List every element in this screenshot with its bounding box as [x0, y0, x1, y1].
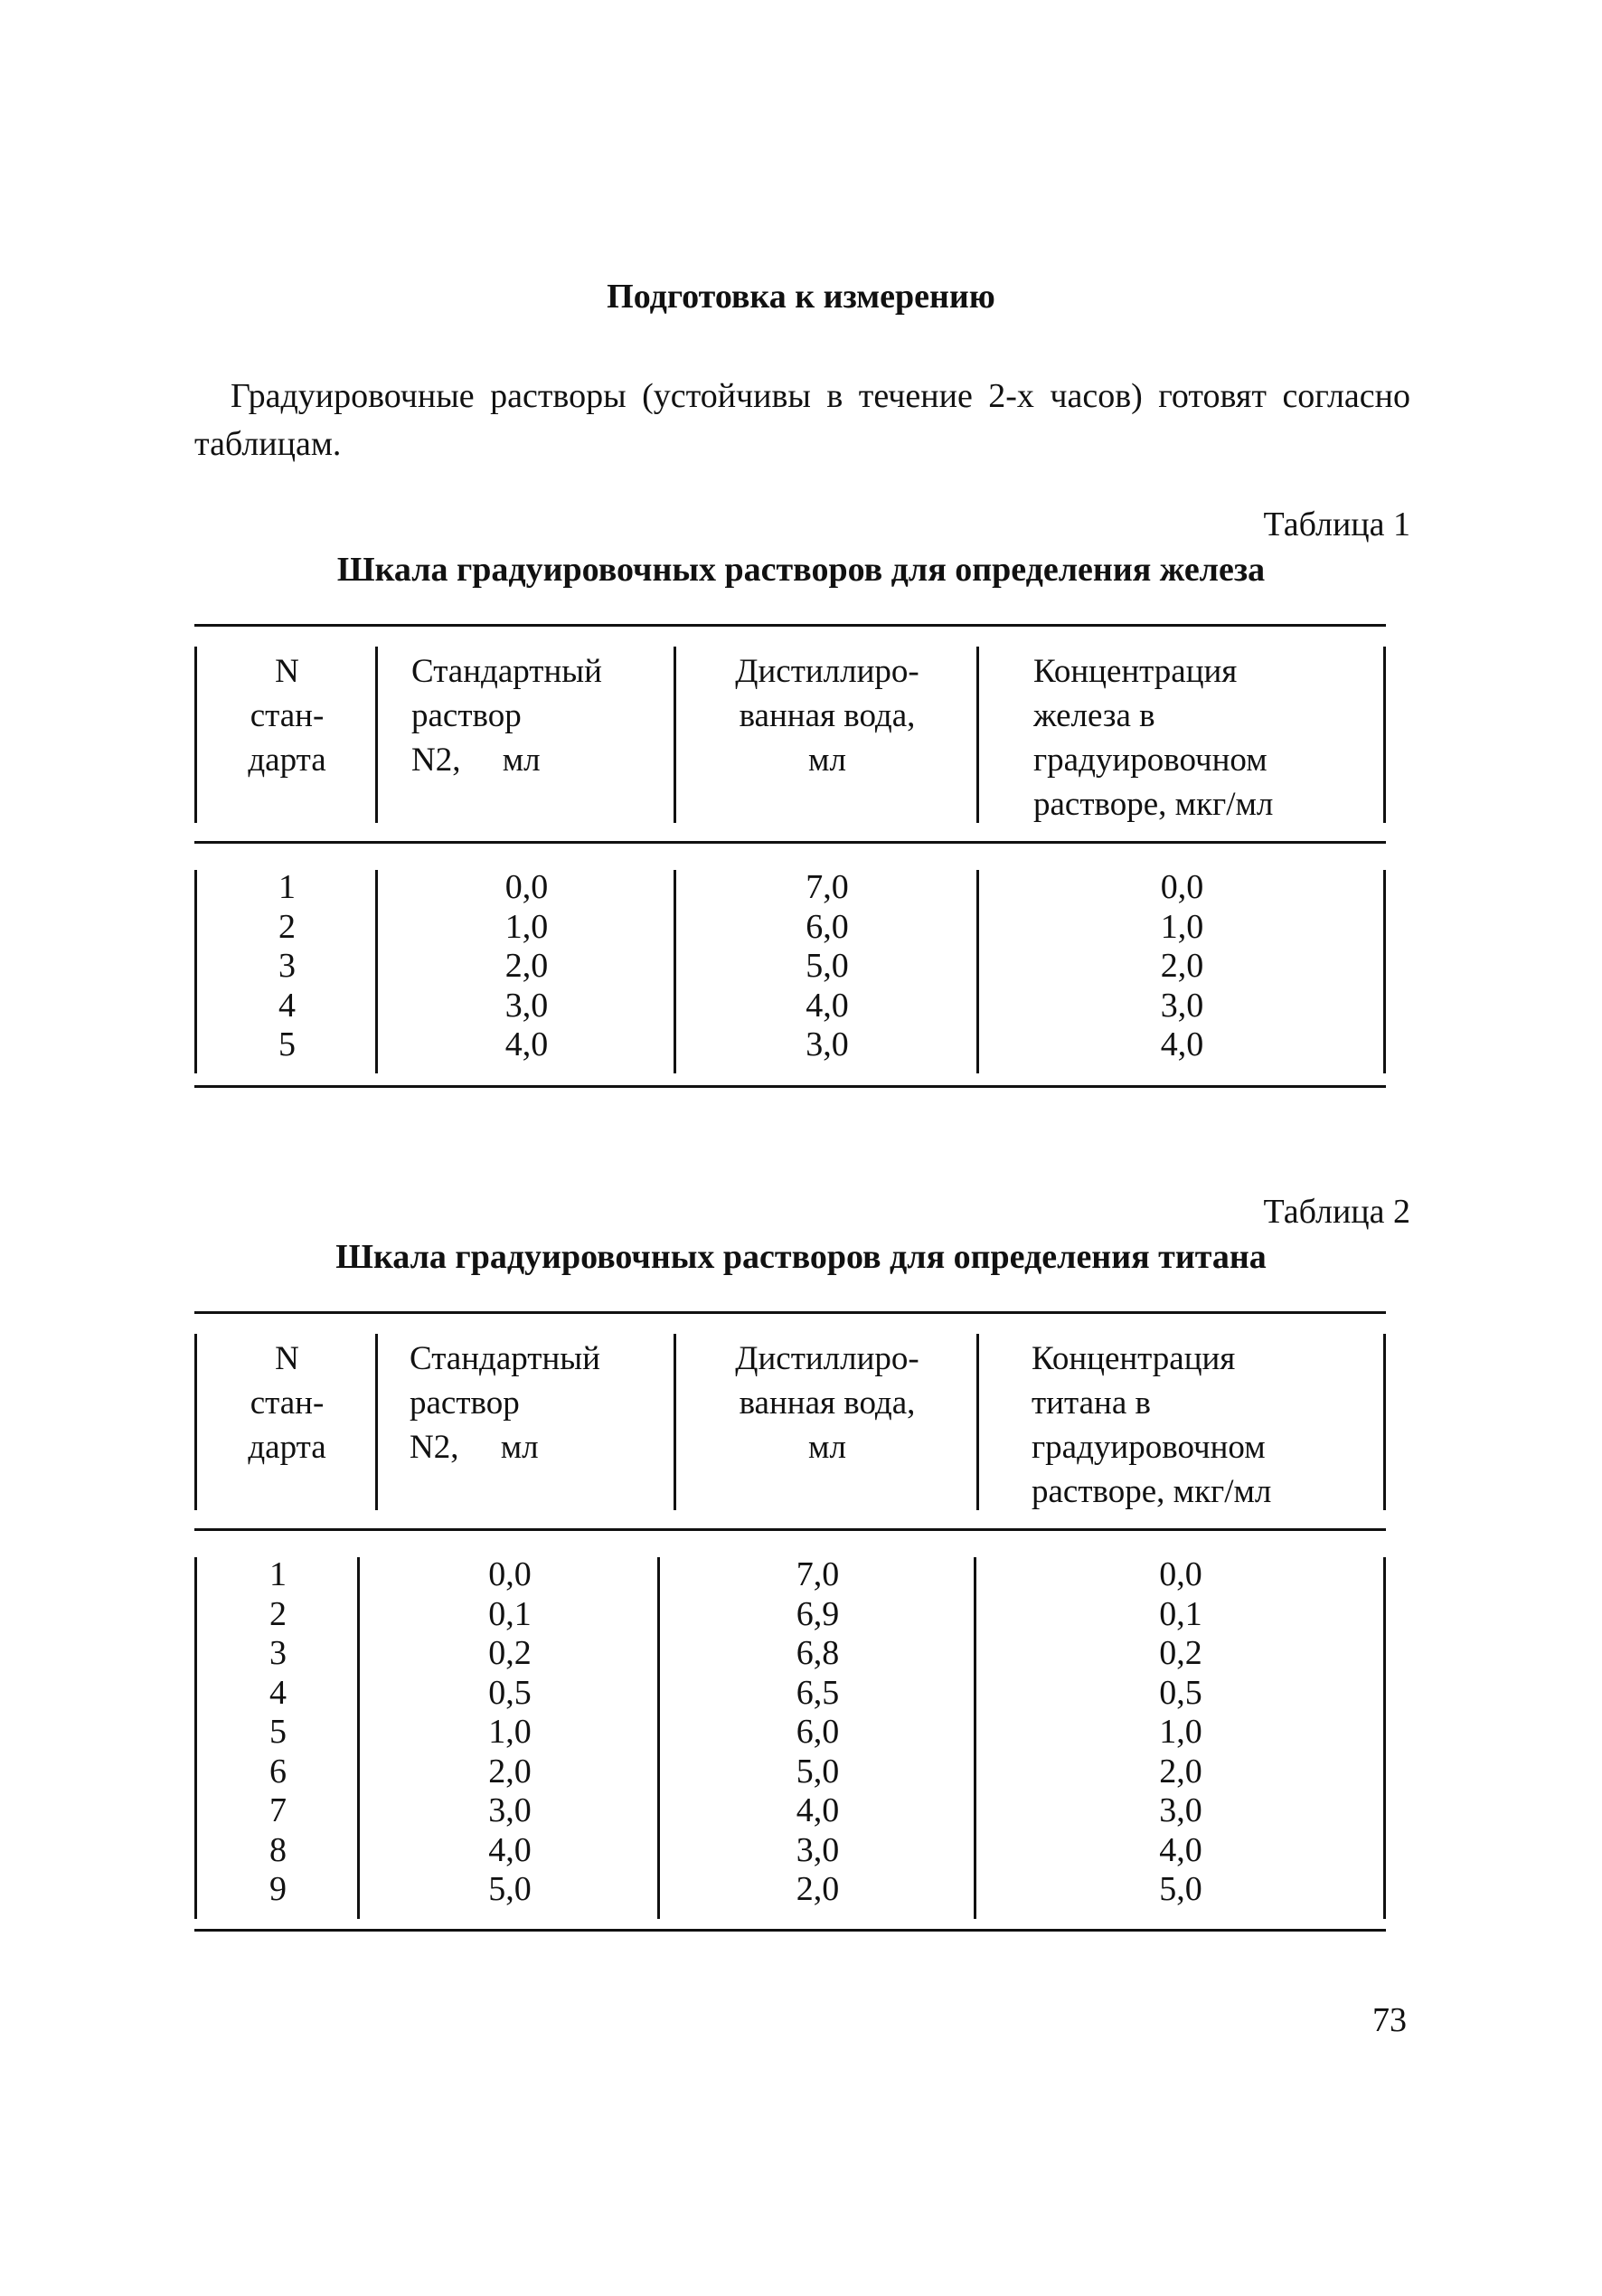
header-standard-solution: Стандартный раствор N2, мл — [411, 653, 602, 779]
table-divider — [657, 1557, 660, 1919]
table-cell: 2 — [269, 1594, 287, 1633]
table-cell: 3,0 — [488, 1791, 532, 1829]
table-cell: 1,0 — [1160, 907, 1204, 946]
column-standard-solution — [366, 1555, 654, 1910]
table-divider — [375, 647, 378, 823]
table-cell: 0,5 — [488, 1673, 532, 1712]
table-cell: 0,5 — [1159, 1673, 1202, 1712]
table-cell: 4,0 — [1160, 1025, 1204, 1063]
column-distilled-water — [666, 1555, 969, 1910]
table-divider — [976, 870, 979, 1073]
table-cell: 0,2 — [1159, 1634, 1202, 1672]
table-cell: 0,1 — [1159, 1594, 1202, 1633]
table-cell: 2,0 — [488, 1752, 532, 1791]
table-cell: 1 — [278, 868, 296, 906]
table-1-label: Таблица 1 — [1263, 505, 1410, 543]
table-cell: 0,0 — [1159, 1555, 1202, 1593]
column-standard-solution — [384, 868, 669, 1065]
table-1 — [194, 624, 1386, 1094]
table-divider — [1383, 1557, 1386, 1919]
table-cell: 1 — [269, 1555, 287, 1593]
column-concentration — [985, 868, 1379, 1065]
table-cell: 2,0 — [1159, 1752, 1202, 1791]
table-divider — [194, 870, 197, 1073]
table-cell: 3,0 — [806, 1025, 849, 1063]
table-rule-bottom — [194, 1929, 1386, 1932]
table-cell: 5,0 — [1159, 1870, 1202, 1908]
table-rule-top — [194, 1311, 1386, 1314]
table-rule-top — [194, 624, 1386, 627]
page-number: 73 — [1372, 2001, 1407, 2039]
table-cell: 1,0 — [1159, 1713, 1202, 1751]
table-divider — [674, 647, 676, 823]
table-cell: 3,0 — [1160, 986, 1204, 1025]
table-rule-mid — [194, 841, 1386, 844]
table-divider — [1383, 1334, 1386, 1510]
table-cell: 4 — [278, 986, 296, 1025]
table-2 — [194, 1311, 1386, 1935]
table-cell: 6 — [269, 1752, 287, 1791]
table-cell: 5 — [278, 1025, 296, 1063]
table-cell: 3,0 — [796, 1830, 840, 1869]
table-cell: 6,8 — [796, 1634, 840, 1672]
table-cell: 3,0 — [504, 986, 549, 1025]
table-cell: 2,0 — [504, 947, 549, 985]
table-cell: 5,0 — [806, 947, 849, 985]
table-2-label: Таблица 2 — [1263, 1193, 1410, 1231]
table-divider — [1383, 870, 1386, 1073]
header-distilled-water: Дистиллиро- ванная вода, мл — [735, 1340, 919, 1466]
table-cell: 0,2 — [488, 1634, 532, 1672]
table-2-title: Шкала градуировочных растворов для определения титана — [335, 1238, 1267, 1276]
table-divider — [974, 1557, 976, 1919]
table-cell: 4,0 — [1159, 1830, 1202, 1869]
intro-paragraph: Градуировочные растворы (устойчивы в течение 2-х часов) готовят согласно таблицам. — [194, 377, 1410, 463]
table-cell: 4 — [269, 1673, 287, 1712]
table-cell: 7,0 — [806, 868, 849, 906]
table-divider — [194, 1334, 197, 1510]
table-cell: 8 — [269, 1830, 287, 1869]
table-cell: 1,0 — [488, 1713, 532, 1751]
table-cell: 6,9 — [796, 1594, 840, 1633]
table-cell: 3 — [278, 947, 296, 985]
table-rule-mid — [194, 1528, 1386, 1531]
table-cell: 2,0 — [1160, 947, 1204, 985]
table-divider — [674, 1334, 676, 1510]
table-1-title: Шкала градуировочных растворов для определения железа — [336, 551, 1266, 589]
table-cell: 1,0 — [504, 907, 549, 946]
table-cell: 6,0 — [806, 907, 849, 946]
table-cell: 6,0 — [796, 1713, 840, 1751]
table-cell: 4,0 — [488, 1830, 532, 1869]
table-rule-bottom — [194, 1085, 1386, 1088]
table-cell: 3 — [269, 1634, 287, 1672]
header-standard-solution: Стандартный раствор N2, мл — [410, 1340, 600, 1466]
column-distilled-water — [683, 868, 972, 1065]
table-cell: 9 — [269, 1870, 287, 1908]
table-cell: 7,0 — [796, 1555, 840, 1593]
table-cell: 0,0 — [488, 1555, 532, 1593]
table-cell: 6,5 — [796, 1673, 840, 1712]
table-divider — [194, 647, 197, 823]
table-divider — [375, 870, 378, 1073]
table-cell: 0,0 — [1160, 868, 1204, 906]
table-divider — [357, 1557, 360, 1919]
table-cell: 5,0 — [796, 1752, 840, 1791]
table-cell: 5,0 — [488, 1870, 532, 1908]
column-standard-number — [203, 868, 371, 1065]
table-cell: 0,1 — [488, 1594, 532, 1633]
table-cell: 7 — [269, 1791, 287, 1829]
column-concentration — [983, 1555, 1379, 1910]
table-cell: 3,0 — [1159, 1791, 1202, 1829]
table-divider — [375, 1334, 378, 1510]
column-standard-number — [199, 1555, 357, 1910]
table-cell: 4,0 — [806, 986, 849, 1025]
table-divider — [674, 870, 676, 1073]
table-cell: 4,0 — [504, 1025, 549, 1063]
header-standard-number: N стан- дарта — [248, 653, 326, 779]
header-distilled-water: Дистиллиро- ванная вода, мл — [735, 653, 919, 779]
table-divider — [976, 1334, 979, 1510]
table-divider — [976, 647, 979, 823]
section-heading: Подготовка к измерению — [607, 278, 995, 316]
table-cell: 2,0 — [796, 1870, 840, 1908]
header-concentration: Концентрация железа в градуировочном растворе, мкг/мл — [1033, 653, 1274, 823]
table-cell: 5 — [269, 1713, 287, 1751]
table-cell: 0,0 — [504, 868, 549, 906]
table-divider — [1383, 647, 1386, 823]
header-concentration: Концентрация титана в градуировочном растворе, мкг/мл — [1032, 1340, 1272, 1510]
table-cell: 2 — [278, 907, 296, 946]
table-cell: 4,0 — [796, 1791, 840, 1829]
table-divider — [194, 1557, 197, 1919]
header-standard-number: N стан- дарта — [248, 1340, 326, 1466]
